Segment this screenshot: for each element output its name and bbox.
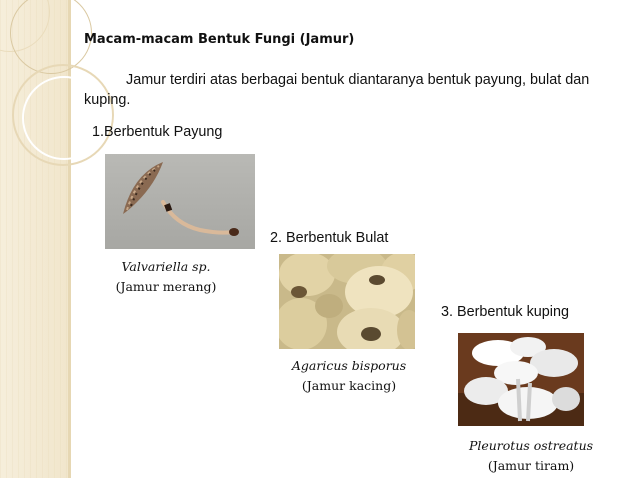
caption-oyster-mushroom [466, 436, 596, 476]
slide-title: Macam-macam Bentuk Fungi (Jamur) [84, 32, 355, 47]
scientific-name: Pleurotus ostreatus [468, 438, 594, 453]
heading-round-form: 2. Berbentuk Bulat [270, 230, 389, 246]
caption-button-mushroom [282, 356, 416, 396]
scientific-name: Valvariella sp. [121, 259, 211, 274]
photo-straw-mushroom [105, 154, 255, 249]
common-name: (Jamur kacing) [301, 378, 397, 393]
heading-umbrella-form: 1.Berbentuk Payung [92, 124, 223, 140]
caption-straw-mushroom [106, 257, 226, 297]
photo-button-mushroom [279, 254, 415, 349]
scientific-name: Agaricus bisporus [291, 358, 407, 373]
intro-paragraph: Jamur terdiri atas berbagai bentuk diantaranya bentuk payung, bulat dan kuping. [84, 72, 590, 108]
heading-ear-form: 3. Berbentuk kuping [441, 304, 570, 320]
common-name: (Jamur merang) [115, 279, 217, 294]
common-name: (Jamur tiram) [487, 458, 575, 473]
photo-oyster-mushroom [458, 333, 584, 426]
decorative-circle [10, 0, 92, 74]
